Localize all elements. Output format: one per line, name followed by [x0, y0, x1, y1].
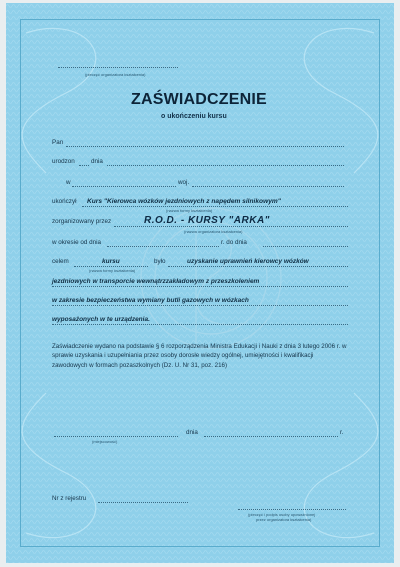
- name-line: [66, 146, 344, 147]
- goal-form: kursu: [102, 258, 120, 265]
- voivodeship-label: woj.: [178, 179, 190, 186]
- year-suffix: r.: [340, 429, 344, 436]
- organized-label: zorganizowany przez: [52, 218, 112, 225]
- date-label: dnia: [186, 429, 198, 436]
- was-label: było: [154, 258, 166, 265]
- issue-date-line: [204, 436, 338, 437]
- voivodeship-line: [192, 186, 344, 187]
- birth-place-line: [72, 186, 176, 187]
- organizer-name: R.O.D. - KURSY "ARKA": [144, 215, 270, 226]
- completed-label: ukończył: [52, 198, 77, 205]
- goal-line-3-rule: [52, 305, 348, 306]
- register-label: Nr z rejestru: [52, 495, 87, 502]
- document-subtitle: o ukończeniu kursu: [161, 113, 227, 120]
- goal-form-line: [74, 266, 148, 267]
- course-name: Kurs "Kierowca wózków jezdniowych z napędem silnikowym": [87, 198, 281, 205]
- in-label: w: [66, 179, 71, 186]
- born-day-label: dnia: [91, 158, 103, 165]
- goal-form-caption: (nazwa formy kształcenia): [89, 268, 136, 273]
- goal-label: celem: [52, 258, 69, 265]
- document-title: ZAŚWIADCZENIE: [131, 91, 267, 108]
- goal-line-4-rule: [52, 324, 348, 325]
- born-prefix: urodzon: [52, 158, 75, 165]
- certificate-sheet: [6, 3, 394, 563]
- stamp-caption: (pieczęć organizatora kształcenia): [85, 72, 146, 77]
- birth-date-line: [107, 165, 344, 166]
- pan-label: Pan: [52, 139, 64, 146]
- signature-line: [238, 509, 346, 510]
- goal-line-2: jezdniowych w transporcie wewnątrzzakładowym z przeszkoleniem: [52, 278, 260, 285]
- period-to-line: [263, 246, 348, 247]
- signature-caption-2: przez organizatora kształcenia): [256, 517, 312, 522]
- period-from-line: [107, 246, 219, 247]
- period-label: w okresie od dnia: [52, 239, 102, 246]
- period-to-label: r. do dnia: [221, 239, 247, 246]
- stamp-line: [58, 67, 178, 68]
- goal-line-2-rule: [52, 286, 348, 287]
- place-line: [54, 436, 178, 437]
- born-suffix-line: [79, 165, 89, 166]
- goal-line-3: w zakresie bezpieczeństwa wymiany butli gazowych w wózkach: [52, 297, 249, 304]
- signature-caption-1: (pieczęć i podpis osoby upoważnionej: [248, 512, 316, 517]
- goal-line-1-rule: [168, 266, 348, 267]
- goal-line-4: wyposażonych w te urządzenia.: [52, 316, 150, 323]
- organizer-caption: (nazwa organizatora kształcenia): [184, 229, 243, 234]
- course-form-caption: (nazwa formy kształcenia): [166, 208, 213, 213]
- course-line: [82, 206, 348, 207]
- register-line: [98, 502, 188, 503]
- legal-basis: Zaświadczenie wydano na podstawie § 6 rozporządzenia Ministra Edukacji i Nauki z dnia 3 lutego 2006 r. w sprawie uzyskania i uzupełniania przez osoby dorosłe wiedzy ogólnej, umiejętności i kwalifikacji zawodowych w formach pozaszkolnych (Dz. U. Nr 31, poz. 216): [52, 343, 347, 369]
- organizer-line: [114, 226, 348, 227]
- goal-line-1: uzyskanie uprawnień kierowcy wózków: [187, 258, 309, 265]
- place-caption: (miejscowość): [92, 439, 118, 444]
